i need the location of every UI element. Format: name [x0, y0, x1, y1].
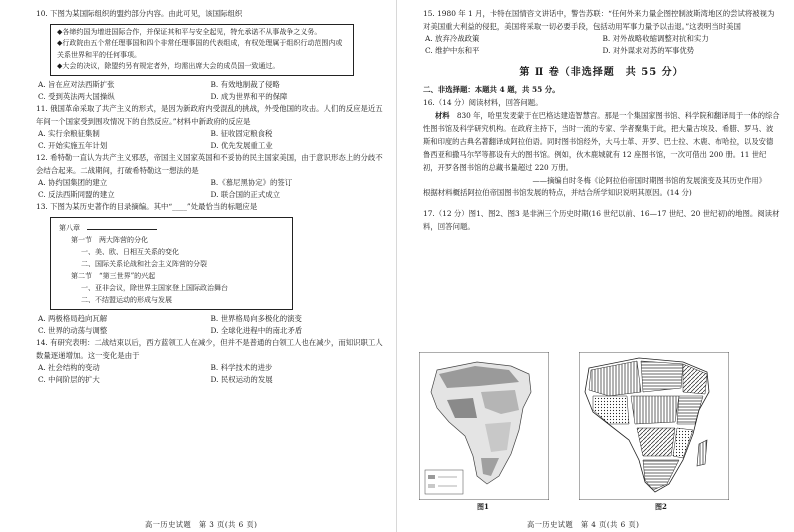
section-note: 二、非选择题：本题共 4 题，共 55 分。 [423, 85, 560, 95]
material-label: 材料 [435, 111, 450, 121]
option[interactable]: D. 全球化进程中的南北矛盾 [210, 325, 303, 335]
q14-stem: 14. 有研究表明：二战结束以后，西方蓝领工人在减少，但并不是普通的白领工人也在减少，而知识职工人数量逐递增加。这一变化是由于 [36, 337, 383, 360]
option[interactable]: D. 对外谋求对苏的军事优势 [602, 46, 695, 56]
toc-section: 第二节 “第三世界”的兴起 [71, 271, 156, 280]
toc-section: 第一节 两大阵营的分化 [71, 235, 148, 244]
q11-options [36, 128, 383, 152]
q12-options [36, 177, 383, 201]
q11-stem: 11. 俄国革命采取了共产主义的形式，是因为新政府内受混乱的挑战，外受他国的攻击。人们的反应是近五年间一个国家受到围攻情况下的自然反应。”材料中新政府的反应是 [36, 103, 383, 126]
q15-stem: 15. 1980 年 1 月，卡特在国情咨文讲话中，警告苏联：“任何外来力量企图控制波斯湾地区的尝试将被视为对美国重大利益的侵犯，美国将采取一切必要手段，包括动用军事力量予以击退。”这表明当时美国 [423, 9, 775, 31]
option[interactable]: C. 开始实施五年计划 [38, 141, 108, 151]
q10-options [36, 79, 383, 103]
option[interactable]: C. 受到英法两大国操纵 [38, 91, 115, 101]
q13-options [36, 313, 383, 337]
q14-options [36, 362, 383, 386]
toc-item: 二、国际关系论战和社会主义阵营的分裂 [81, 259, 207, 268]
q16-material [423, 109, 780, 174]
option[interactable]: B. 有效地制裁了侵略 [210, 79, 280, 89]
option[interactable]: B. 世界格局向多极化的演变 [210, 313, 302, 323]
toc-chapter: 第八章 [59, 221, 284, 234]
toc-item: 一、美、欧、日相互关系的变化 [81, 247, 179, 256]
option[interactable]: C. 中间阶层的扩大 [38, 375, 100, 385]
right-page [397, 0, 794, 532]
option[interactable]: B.《慕尼黑协定》的签订 [210, 178, 293, 188]
option[interactable]: A. 协约国集团的建立 [38, 178, 108, 188]
q10-box-line: ◆行政院由五个常任理事国和四个非常任理事国的代表组成，有权处理属于组织行动范围内或关系世界和平的任何事项。 [57, 39, 343, 59]
fig2-caption: 图2 [655, 502, 667, 511]
option[interactable]: B. 征收固定粮食税 [210, 129, 273, 139]
q10-stem: 10. 下图为某国际组织的盟约部分内容。由此可见，该国际组织 [36, 9, 243, 18]
q10-box-line: ◆大会的决议，除盟约另有规定者外，均需出席大会的成员国一致通过。 [57, 62, 280, 71]
q10-box-line: ◆各缔约国为增进国际合作，并保证其和平与安全起见，特允承诺不从事战争之义务。 [57, 27, 322, 36]
section-title: 第 Ⅱ 卷（非选择题 共 55 分） [519, 67, 684, 79]
q17-stem: 17.（12 分）图1、图2、图3 是非洲三个历史时期(16 世纪以前、16—17 世纪、20 世纪初)的地图。阅读材料，回答问题。 [423, 208, 780, 231]
africa-map-fig2 [579, 352, 729, 500]
option[interactable]: A. 社会结构的变动 [38, 363, 100, 373]
q16-source: ——摘编自时冬梅《论阿拉伯帝国时期图书馆的发展演变及其历史作用》 [532, 176, 766, 186]
option[interactable]: D. 优先发展重工业 [210, 141, 273, 151]
material-text: 830 年，哈里发麦蒙于在巴格达建造智慧宫。那是一个集国家图书馆、科学院和翻译局于一体的综合性图书馆及科学研究机构。在政府主持下，当时一流的专家、学者聚集于此，把大量古埃及、希腊、罗马、波斯和印度的古典名著翻译成阿拉伯语。同时图书馆经外，大马士革、开罗、巴士拉、木鹿、布哈拉，以及安德鲁西亚和撒马尔罕等都设有大的图书馆。例如，伙木鹿城就有 12 座图书馆，一次可借出 200 册。11 世纪初，开罗各图书馆的总藏书量超过 220 万册。 [423, 111, 780, 173]
option[interactable]: D. 联合国的正式成立 [210, 190, 280, 200]
toc-item: 一、亚非会议，除世界主国家登上国际政治舞台 [81, 283, 228, 292]
q17-maps [419, 352, 769, 512]
option[interactable]: B. 科学技术的进步 [210, 363, 273, 373]
option[interactable]: D. 成为世界和平的保障 [210, 91, 288, 101]
option[interactable]: A. 旨在应对法西斯扩张 [38, 79, 115, 89]
option[interactable]: A. 放弃冷战政策 [425, 34, 480, 44]
toc-item: 二、不结盟运动的形成与发展 [81, 295, 172, 304]
option[interactable]: D. 民权运动的发展 [210, 375, 273, 385]
fig1-caption: 图1 [477, 502, 489, 511]
q16-stem: 16.（14 分）阅读材料，回答问题。 [423, 97, 543, 107]
page-footer: 高一历史试题 第 4 页(共 6 页) [527, 520, 640, 529]
q12-stem: 12. 希特勒一直认为共产主义邪恶，帝国主义国家英国和不妥协的民主国家美国，由于意识形态上的分歧不会结合起来。二战期间，打破希特勒这一想法的是 [36, 153, 383, 175]
q10-covenant-box [50, 24, 354, 76]
q15-options [423, 33, 780, 57]
option[interactable]: B. 对外战略收缩调整对抗和实力 [602, 34, 709, 44]
q13-stem: 13. 下图为某历史著作的目录摘编。其中“____”处最恰当的标题应是 [36, 202, 258, 212]
option[interactable]: C. 反法西斯同盟的建立 [38, 190, 115, 200]
africa-map-fig1 [419, 352, 549, 500]
option[interactable]: A. 实行余粮征集制 [38, 129, 100, 139]
q16-question: 根据材料概括阿拉伯帝国图书馆发展的特点，并结合所学知识说明其原因。(14 分) [423, 188, 692, 198]
option[interactable]: A. 两极格局趋向瓦解 [38, 313, 108, 323]
option[interactable]: C. 世界的动荡与调整 [38, 325, 108, 335]
q13-toc-box [50, 217, 293, 310]
option[interactable]: C. 维护中东和平 [425, 46, 480, 56]
page-footer: 高一历史试题 第 3 页(共 6 页) [145, 520, 258, 529]
